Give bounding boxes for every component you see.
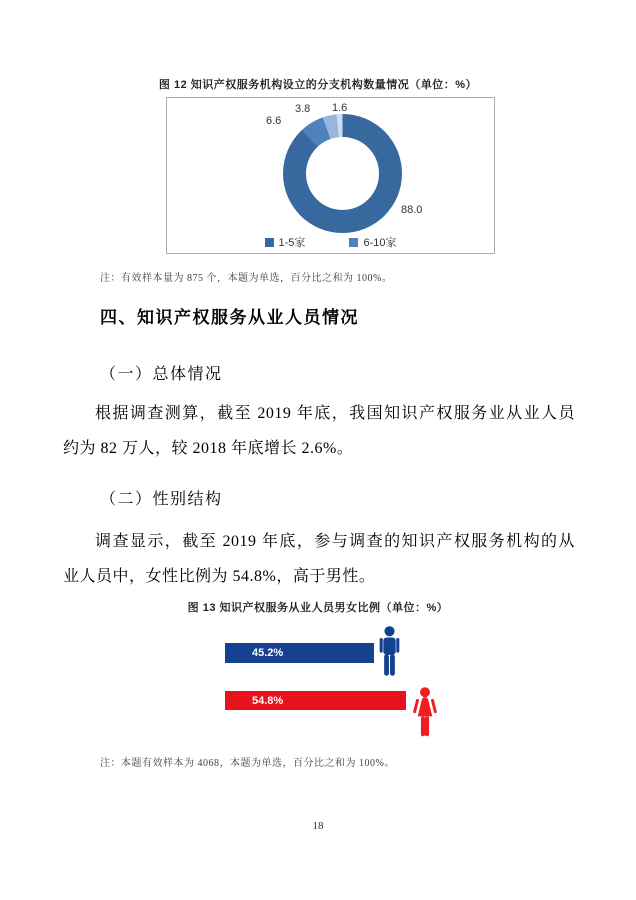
figure12-note: 注：有效样本量为 875 个，本题为单选，百分比之和为 100%。 xyxy=(100,273,393,284)
paragraph-line: 调查显示，截至 2019 年底，参与调查的知识产权服务机构的从 xyxy=(95,533,575,550)
paragraph-overall xyxy=(63,396,575,466)
chart-legend xyxy=(167,234,494,250)
subsection1-title: （一）总体情况 xyxy=(100,366,223,383)
male-bar-label: 45.2% xyxy=(252,647,284,659)
figure12-title: 图 12 知识产权服务机构设立的分支机构数量情况（单位：%） xyxy=(158,79,478,91)
page-number: 18 xyxy=(312,820,324,832)
donut-label-fourth: 1.6 xyxy=(332,102,348,114)
donut-label-second: 6.6 xyxy=(266,115,282,127)
male-bar xyxy=(225,643,374,663)
subsection2-title: （二）性别结构 xyxy=(100,491,223,508)
figure13-title: 图 13 知识产权服务从业人员男女比例（单位：%） xyxy=(187,602,449,614)
female-icon xyxy=(411,687,439,740)
legend-swatch-1-5 xyxy=(265,238,274,247)
donut-label-major: 88.0 xyxy=(401,204,423,216)
paragraph-gender xyxy=(63,524,575,594)
figure13-chart xyxy=(225,626,485,751)
male-icon xyxy=(376,626,403,677)
female-bar xyxy=(225,691,406,710)
legend-item-6-10 xyxy=(349,234,396,250)
female-bar-label: 54.8% xyxy=(252,694,284,707)
paragraph-line: 约为 82 万人，较 2018 年底增长 2.6%。 xyxy=(63,440,354,457)
legend-swatch-6-10 xyxy=(349,238,358,247)
figure13-note: 注：本题有效样本为 4068，本题为单选，百分比之和为 100%。 xyxy=(100,758,395,769)
donut-label-third: 3.8 xyxy=(295,103,311,115)
paragraph-line: 根据调查测算，截至 2019 年底，我国知识产权服务业从业人员 xyxy=(95,405,575,422)
paragraph-line: 业人员中，女性比例为 54.8%，高于男性。 xyxy=(63,568,376,585)
donut-chart xyxy=(283,114,402,233)
legend-label: 6-10家 xyxy=(363,237,397,249)
figure12-chart xyxy=(166,97,495,254)
legend-item-1-5 xyxy=(265,234,306,250)
section-heading: 四、知识产权服务从业人员情况 xyxy=(100,308,359,327)
legend-label: 1-5家 xyxy=(278,237,306,249)
